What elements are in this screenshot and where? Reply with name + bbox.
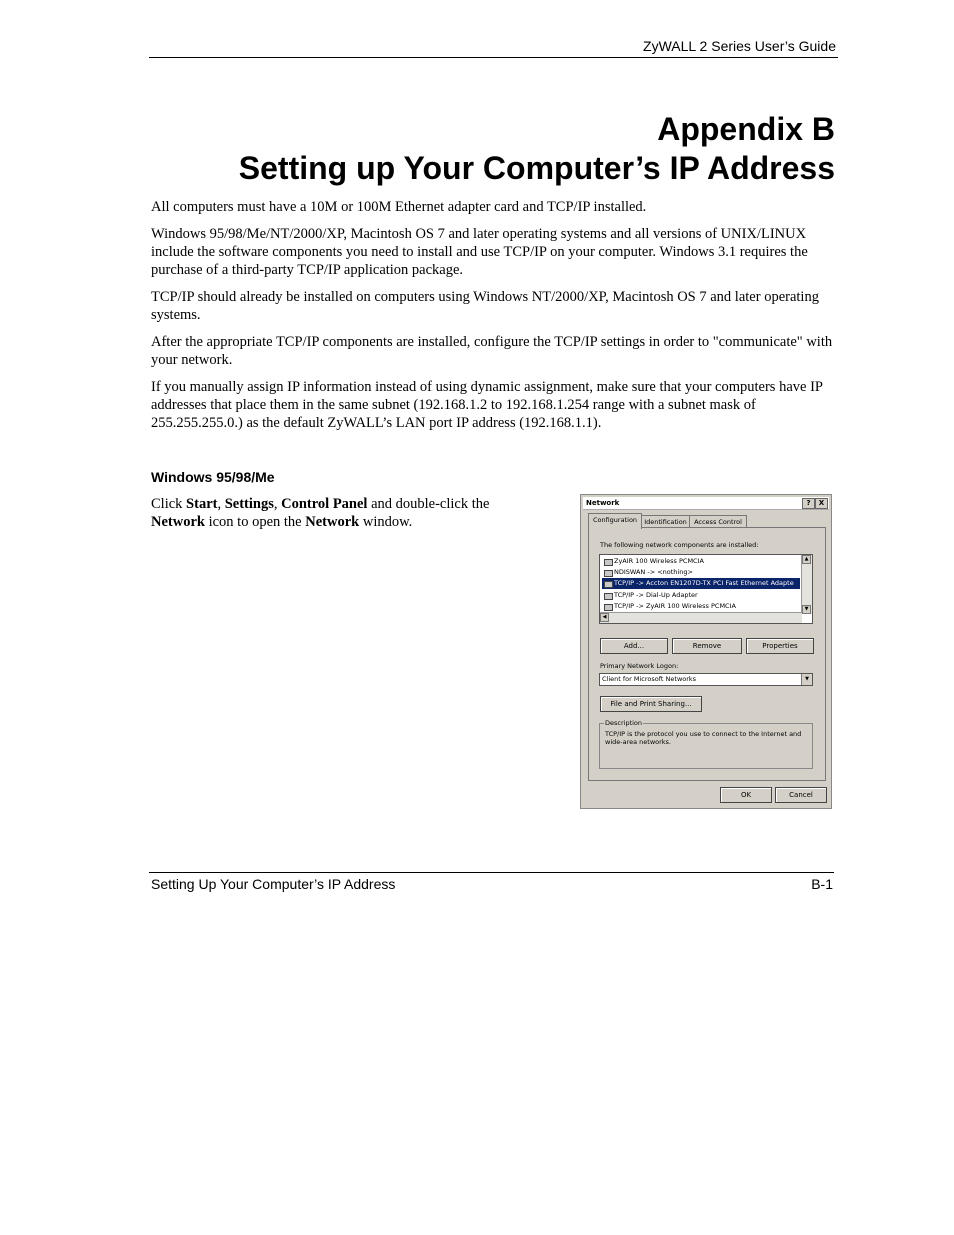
close-button[interactable]: X bbox=[815, 498, 828, 509]
chevron-down-icon[interactable]: ▼ bbox=[801, 674, 812, 685]
header-rule bbox=[149, 57, 838, 58]
scroll-up-arrow-icon[interactable]: ▲ bbox=[802, 555, 811, 564]
footer-section-title: Setting Up Your Computer’s IP Address bbox=[151, 876, 396, 892]
file-print-sharing-button[interactable]: File and Print Sharing... bbox=[600, 696, 702, 712]
horizontal-scrollbar[interactable] bbox=[600, 612, 802, 623]
help-button[interactable]: ? bbox=[802, 498, 815, 509]
paragraph: If you manually assign IP information instead of using dynamic assignment, make sure that your computers have IP addresses that place them in the same subnet (192.168.1.2 to 192.168.1.254 range with a subnet mask of 255.255.255.0.) as the default ZyWALL’s LAN port IP address (192.168.1.1). bbox=[151, 379, 823, 431]
description-text: TCP/IP is the protocol you use to connect to the Internet and wide-area networks. bbox=[605, 730, 802, 746]
components-label: The following network components are installed: bbox=[600, 541, 759, 549]
primary-logon-select[interactable] bbox=[599, 673, 813, 686]
primary-logon-value: Client for Microsoft Networks bbox=[602, 675, 697, 683]
guide-header: ZyWALL 2 Series User’s Guide bbox=[643, 38, 836, 54]
tab-configuration[interactable]: Configuration bbox=[588, 513, 642, 529]
tab-identification[interactable]: Identification bbox=[641, 515, 690, 528]
network-dialog bbox=[580, 494, 832, 809]
primary-logon-label: Primary Network Logon: bbox=[600, 662, 679, 670]
dialog-title: Network bbox=[586, 499, 620, 507]
body-text bbox=[151, 198, 841, 441]
remove-button[interactable]: Remove bbox=[672, 638, 742, 654]
list-item-selected[interactable]: TCP/IP -> Accton EN1207D-TX PCI Fast Ethernet Adapte bbox=[602, 578, 800, 589]
paragraph: After the appropriate TCP/IP components are installed, configure the TCP/IP settings in order to "communicate" with your network. bbox=[151, 334, 833, 368]
components-list[interactable] bbox=[599, 554, 813, 624]
vertical-scrollbar[interactable] bbox=[801, 555, 812, 614]
add-button[interactable]: Add... bbox=[600, 638, 668, 654]
footer-rule bbox=[149, 872, 834, 873]
scroll-down-arrow-icon[interactable]: ▼ bbox=[802, 605, 811, 614]
footer-page-number: B-1 bbox=[811, 876, 833, 892]
list-item[interactable]: TCP/IP -> ZyAIR 100 Wireless PCMCIA bbox=[602, 601, 800, 612]
instruction-text: Click Start, Settings, Control Panel and double-click the Network icon to open the Network window. bbox=[151, 496, 490, 530]
scroll-left-arrow-icon[interactable]: ◀ bbox=[600, 613, 609, 622]
paragraph: All computers must have a 10M or 100M Ethernet adapter card and TCP/IP installed. bbox=[151, 199, 647, 215]
list-item[interactable]: NDISWAN -> <nothing> bbox=[602, 567, 800, 578]
dialog-title-bar bbox=[583, 497, 829, 510]
paragraph: Windows 95/98/Me/NT/2000/XP, Macintosh OS 7 and later operating systems and all versions of UNIX/LINUX include the software components you need to install and use TCP/IP on your computer. Windows 3.1 requires the purchase of a third-party TCP/IP application package. bbox=[151, 226, 808, 278]
appendix-title: Appendix B bbox=[657, 111, 835, 147]
properties-button[interactable]: Properties bbox=[746, 638, 814, 654]
cancel-button[interactable]: Cancel bbox=[775, 787, 827, 803]
list-item[interactable]: TCP/IP -> Dial-Up Adapter bbox=[602, 590, 800, 601]
description-group bbox=[599, 719, 813, 769]
section-heading: Windows 95/98/Me bbox=[151, 469, 275, 485]
ok-button[interactable]: OK bbox=[720, 787, 772, 803]
page-title: Setting up Your Computer’s IP Address bbox=[238, 150, 835, 186]
description-label: Description bbox=[605, 719, 643, 727]
list-item[interactable]: ZyAIR 100 Wireless PCMCIA bbox=[602, 556, 800, 567]
paragraph: TCP/IP should already be installed on computers using Windows NT/2000/XP, Macintosh OS 7 and later operating systems. bbox=[151, 289, 819, 323]
tab-access-control[interactable]: Access Control bbox=[689, 515, 747, 528]
